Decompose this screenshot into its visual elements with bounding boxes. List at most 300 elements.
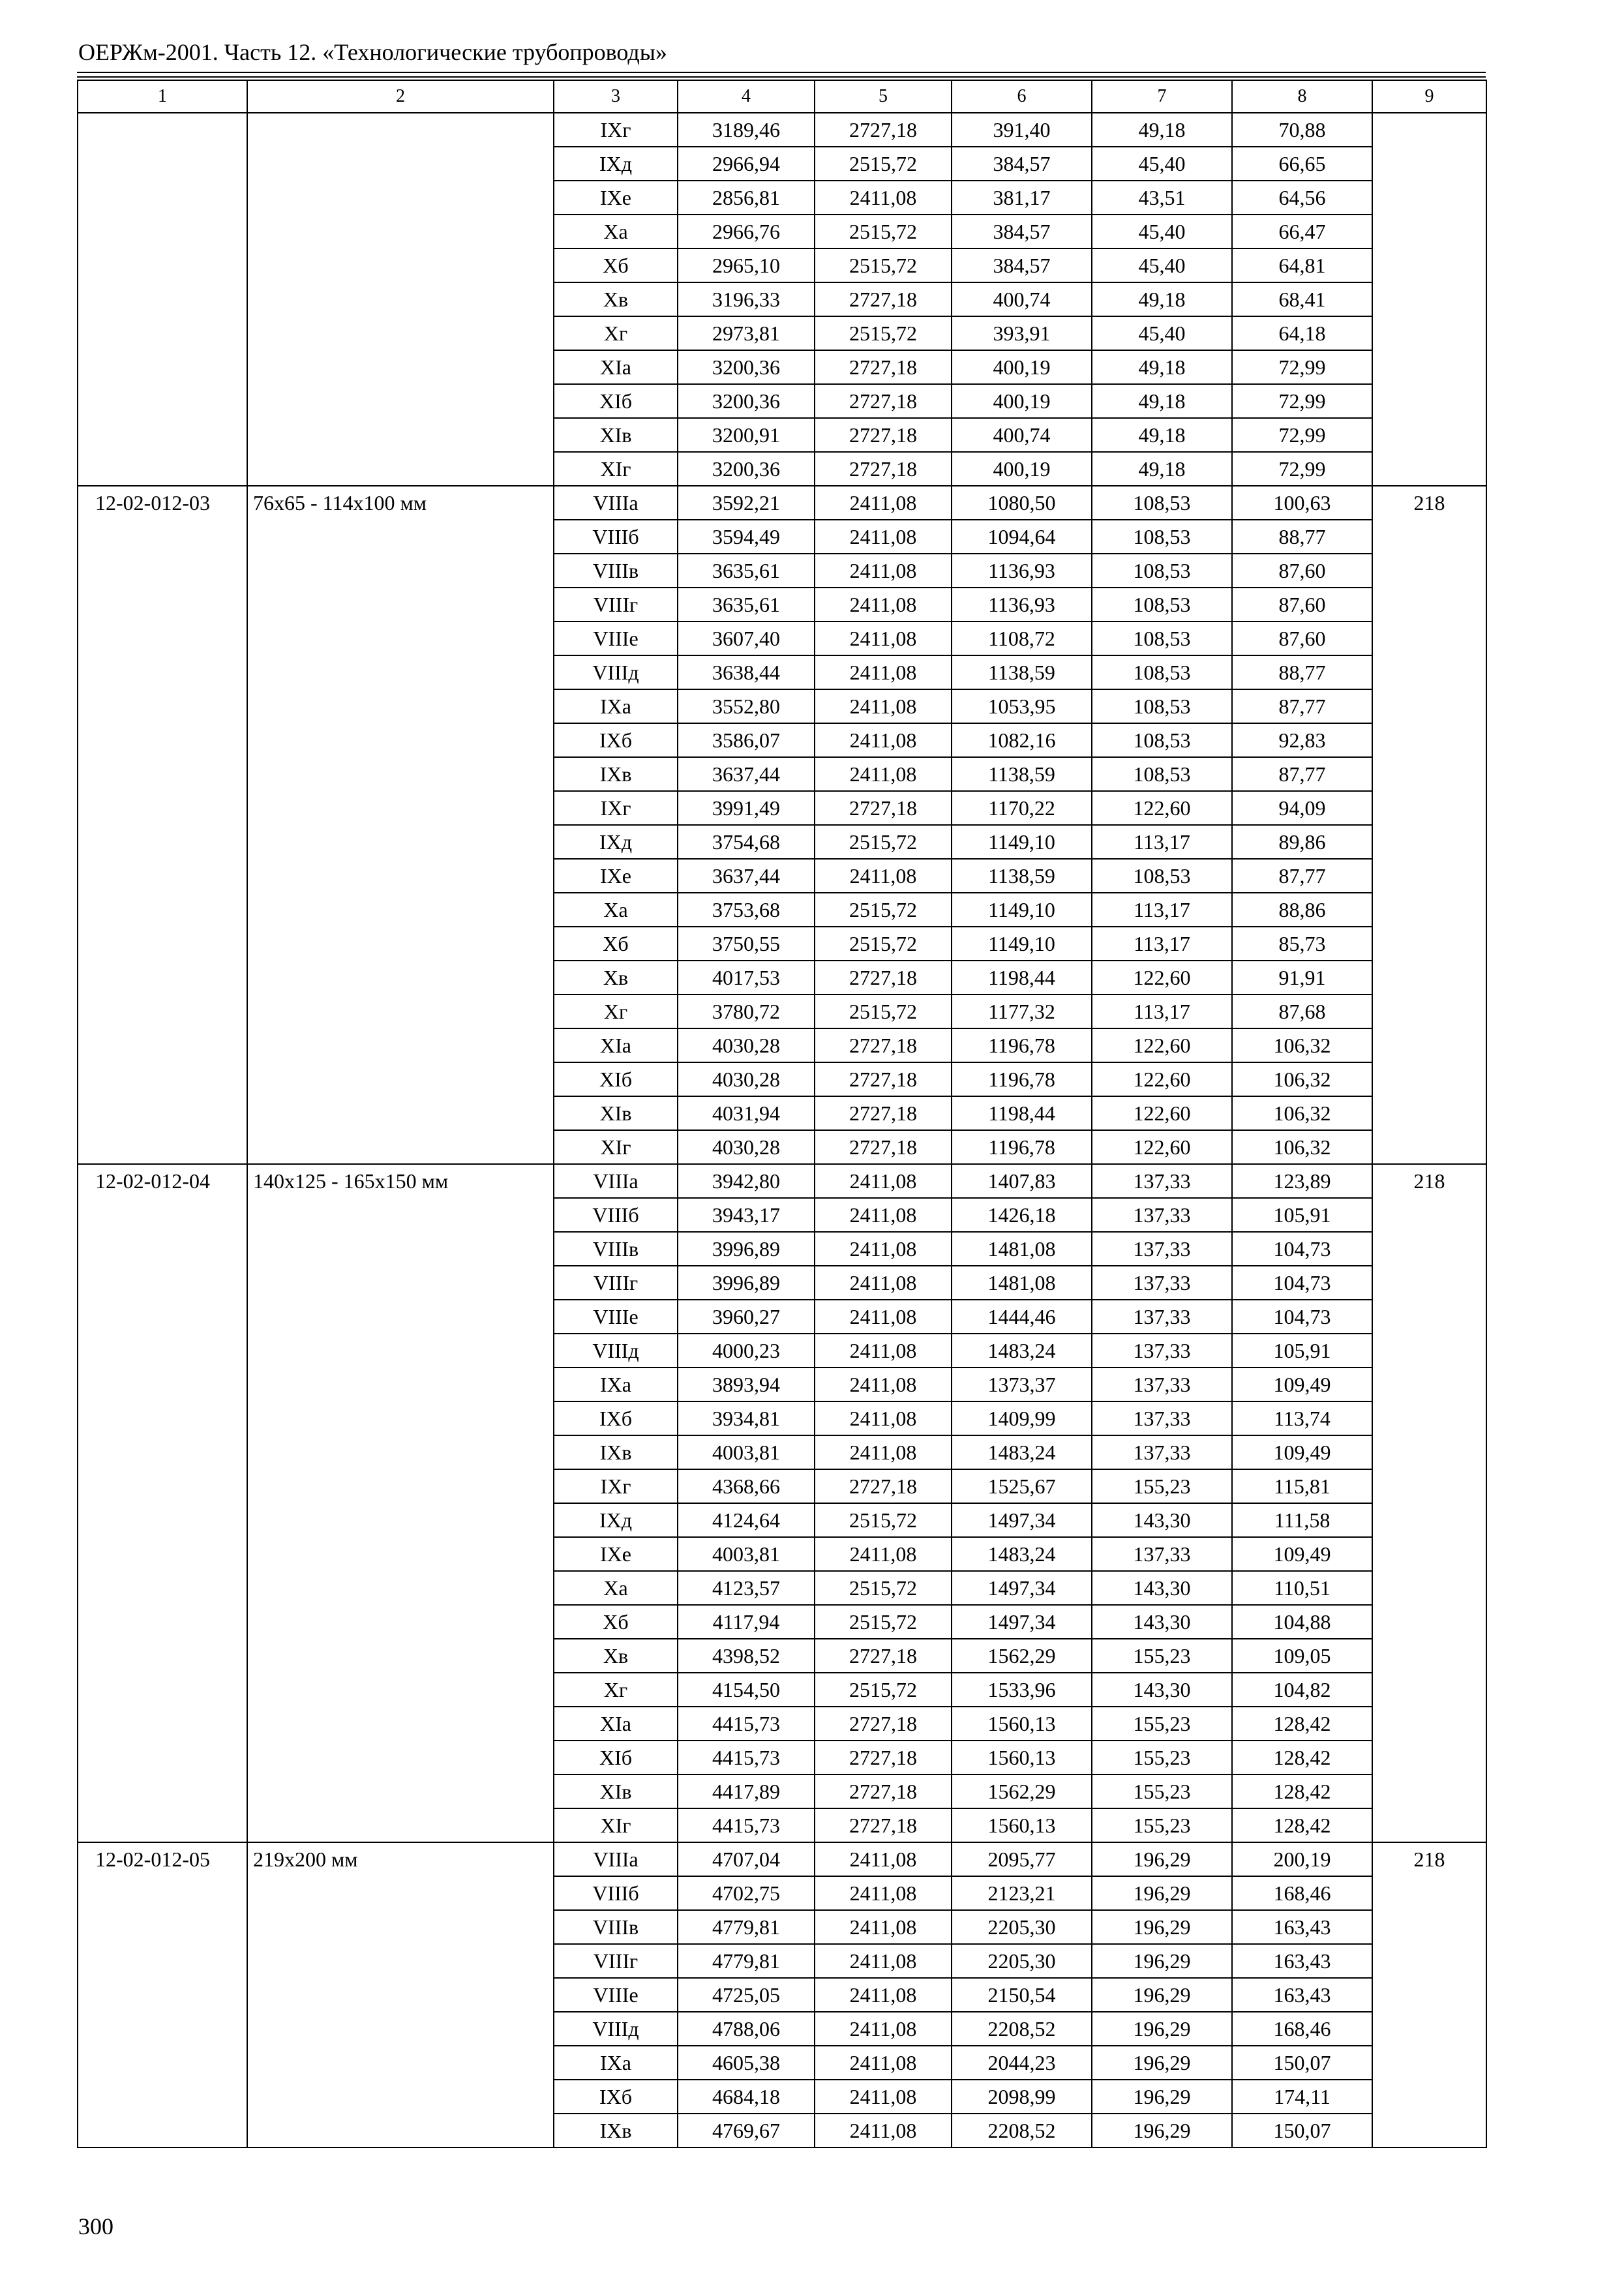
value-cell: 2208,52 xyxy=(952,2114,1092,2147)
value-cell: 2965,10 xyxy=(678,248,815,282)
category-cell: IXд xyxy=(554,825,678,859)
value-cell: 2727,18 xyxy=(815,1707,952,1741)
value-cell: 1497,34 xyxy=(952,1571,1092,1605)
category-cell: VIIIе xyxy=(554,1978,678,2012)
value-cell: 4788,06 xyxy=(678,2012,815,2046)
value-cell: 2727,18 xyxy=(815,1028,952,1062)
category-cell: Xа xyxy=(554,1571,678,1605)
value-cell: 2411,08 xyxy=(815,1164,952,1198)
value-cell: 2411,08 xyxy=(815,1368,952,1401)
value-cell: 2411,08 xyxy=(815,723,952,757)
value-cell: 3586,07 xyxy=(678,723,815,757)
category-cell: VIIIг xyxy=(554,1266,678,1300)
value-cell: 88,77 xyxy=(1232,520,1372,554)
category-cell: IXе xyxy=(554,1537,678,1571)
value-cell: 2411,08 xyxy=(815,2046,952,2080)
value-cell: 3200,36 xyxy=(678,384,815,418)
value-cell: 2727,18 xyxy=(815,1808,952,1842)
value-cell: 2411,08 xyxy=(815,1232,952,1266)
value-cell: 2411,08 xyxy=(815,1300,952,1334)
value-cell: 45,40 xyxy=(1092,316,1232,350)
value-cell: 2727,18 xyxy=(815,452,952,486)
value-cell: 1196,78 xyxy=(952,1062,1092,1096)
value-cell: 104,73 xyxy=(1232,1266,1372,1300)
value-cell: 1138,59 xyxy=(952,859,1092,893)
value-cell: 1196,78 xyxy=(952,1028,1092,1062)
category-cell: IXв xyxy=(554,2114,678,2147)
value-cell: 108,53 xyxy=(1092,723,1232,757)
value-cell: 2123,21 xyxy=(952,1876,1092,1910)
category-cell: VIIIа xyxy=(554,1842,678,1876)
value-cell: 1094,64 xyxy=(952,520,1092,554)
value-cell: 108,53 xyxy=(1092,757,1232,791)
value-cell: 3960,27 xyxy=(678,1300,815,1334)
value-cell: 87,68 xyxy=(1232,995,1372,1028)
value-cell: 104,73 xyxy=(1232,1300,1372,1334)
value-cell: 3754,68 xyxy=(678,825,815,859)
value-cell: 163,43 xyxy=(1232,1944,1372,1978)
value-cell: 2411,08 xyxy=(815,1266,952,1300)
value-cell: 384,57 xyxy=(952,215,1092,248)
column-header: 5 xyxy=(815,80,952,113)
category-cell: VIIIе xyxy=(554,1300,678,1334)
value-cell: 196,29 xyxy=(1092,1842,1232,1876)
value-cell: 2966,76 xyxy=(678,215,815,248)
value-cell: 110,51 xyxy=(1232,1571,1372,1605)
category-cell: Xг xyxy=(554,316,678,350)
value-cell: 104,82 xyxy=(1232,1673,1372,1707)
category-cell: Xг xyxy=(554,1673,678,1707)
value-cell: 1426,18 xyxy=(952,1198,1092,1232)
value-cell: 384,57 xyxy=(952,147,1092,181)
table-row xyxy=(78,1164,1486,1198)
value-cell: 2411,08 xyxy=(815,588,952,621)
value-cell: 2727,18 xyxy=(815,1062,952,1096)
value-cell: 1138,59 xyxy=(952,655,1092,689)
value-cell: 137,33 xyxy=(1092,1435,1232,1469)
column-9-value: 218 xyxy=(1372,1842,1486,2147)
value-cell: 400,19 xyxy=(952,452,1092,486)
pipe-size: 140х125 - 165х150 мм xyxy=(247,1164,554,1842)
value-cell: 113,17 xyxy=(1092,893,1232,927)
value-cell: 1497,34 xyxy=(952,1503,1092,1537)
value-cell: 43,51 xyxy=(1092,181,1232,215)
value-cell: 1198,44 xyxy=(952,961,1092,995)
value-cell: 196,29 xyxy=(1092,2114,1232,2147)
value-cell: 91,91 xyxy=(1232,961,1372,995)
column-header: 1 xyxy=(78,80,247,113)
value-cell: 49,18 xyxy=(1092,384,1232,418)
value-cell: 128,42 xyxy=(1232,1808,1372,1842)
category-cell: Xа xyxy=(554,215,678,248)
value-cell: 3637,44 xyxy=(678,859,815,893)
value-cell: 393,91 xyxy=(952,316,1092,350)
value-cell: 1138,59 xyxy=(952,757,1092,791)
column-header: 7 xyxy=(1092,80,1232,113)
value-cell: 1170,22 xyxy=(952,791,1092,825)
value-cell: 2727,18 xyxy=(815,282,952,316)
category-cell: IXа xyxy=(554,689,678,723)
value-cell: 100,63 xyxy=(1232,486,1372,520)
value-cell: 109,49 xyxy=(1232,1537,1372,1571)
value-cell: 384,57 xyxy=(952,248,1092,282)
category-cell: XIв xyxy=(554,1096,678,1130)
value-cell: 128,42 xyxy=(1232,1741,1372,1774)
value-cell: 87,60 xyxy=(1232,588,1372,621)
value-cell: 1407,83 xyxy=(952,1164,1092,1198)
column-header: 2 xyxy=(247,80,554,113)
value-cell: 122,60 xyxy=(1092,1096,1232,1130)
value-cell: 111,58 xyxy=(1232,1503,1372,1537)
category-cell: Xб xyxy=(554,248,678,282)
value-cell: 1560,13 xyxy=(952,1741,1092,1774)
value-cell: 3996,89 xyxy=(678,1232,815,1266)
value-cell: 128,42 xyxy=(1232,1707,1372,1741)
category-cell: IXв xyxy=(554,757,678,791)
value-cell: 200,19 xyxy=(1232,1842,1372,1876)
value-cell: 196,29 xyxy=(1092,2046,1232,2080)
value-cell: 108,53 xyxy=(1092,621,1232,655)
value-cell: 108,53 xyxy=(1092,486,1232,520)
value-cell: 1560,13 xyxy=(952,1707,1092,1741)
value-cell: 4124,64 xyxy=(678,1503,815,1537)
value-cell: 68,41 xyxy=(1232,282,1372,316)
value-cell: 106,32 xyxy=(1232,1096,1372,1130)
category-cell: VIIIб xyxy=(554,520,678,554)
value-cell: 2727,18 xyxy=(815,791,952,825)
value-cell: 1483,24 xyxy=(952,1537,1092,1571)
value-cell: 137,33 xyxy=(1092,1164,1232,1198)
value-cell: 2411,08 xyxy=(815,2114,952,2147)
value-cell: 2411,08 xyxy=(815,757,952,791)
value-cell: 1481,08 xyxy=(952,1266,1092,1300)
value-cell: 1136,93 xyxy=(952,554,1092,588)
value-cell: 2044,23 xyxy=(952,2046,1092,2080)
category-cell: IXб xyxy=(554,1401,678,1435)
value-cell: 4030,28 xyxy=(678,1130,815,1164)
value-cell: 1136,93 xyxy=(952,588,1092,621)
value-cell: 1373,37 xyxy=(952,1368,1092,1401)
value-cell: 108,53 xyxy=(1092,859,1232,893)
value-cell: 1149,10 xyxy=(952,825,1092,859)
header-rule-bottom xyxy=(77,76,1486,78)
value-cell: 49,18 xyxy=(1092,350,1232,384)
value-cell: 155,23 xyxy=(1092,1639,1232,1673)
category-cell: VIIIг xyxy=(554,588,678,621)
value-cell: 45,40 xyxy=(1092,215,1232,248)
value-cell: 2150,54 xyxy=(952,1978,1092,2012)
category-cell: Xб xyxy=(554,1605,678,1639)
pipe-size: 76х65 - 114х100 мм xyxy=(247,486,554,1164)
value-cell: 2727,18 xyxy=(815,418,952,452)
value-cell: 3552,80 xyxy=(678,689,815,723)
value-cell: 2856,81 xyxy=(678,181,815,215)
value-cell: 3635,61 xyxy=(678,554,815,588)
table-row xyxy=(78,486,1486,520)
value-cell: 400,19 xyxy=(952,384,1092,418)
value-cell: 4123,57 xyxy=(678,1571,815,1605)
category-cell: Xв xyxy=(554,961,678,995)
value-cell: 196,29 xyxy=(1092,1944,1232,1978)
value-cell: 2411,08 xyxy=(815,1910,952,1944)
value-cell: 1483,24 xyxy=(952,1435,1092,1469)
value-cell: 64,56 xyxy=(1232,181,1372,215)
value-cell: 1149,10 xyxy=(952,893,1092,927)
value-cell: 2515,72 xyxy=(815,215,952,248)
value-cell: 2411,08 xyxy=(815,520,952,554)
value-cell: 137,33 xyxy=(1092,1198,1232,1232)
value-cell: 4398,52 xyxy=(678,1639,815,1673)
category-cell: XIб xyxy=(554,1741,678,1774)
column-header: 4 xyxy=(678,80,815,113)
rates-table xyxy=(77,80,1487,2148)
value-cell: 2515,72 xyxy=(815,995,952,1028)
value-cell: 1483,24 xyxy=(952,1334,1092,1368)
category-cell: VIIIд xyxy=(554,1334,678,1368)
value-cell: 66,65 xyxy=(1232,147,1372,181)
category-cell: VIIIд xyxy=(554,2012,678,2046)
category-cell: VIIIб xyxy=(554,1876,678,1910)
value-cell: 2205,30 xyxy=(952,1944,1092,1978)
value-cell: 3637,44 xyxy=(678,757,815,791)
value-cell: 2411,08 xyxy=(815,486,952,520)
category-cell: VIIIв xyxy=(554,554,678,588)
value-cell: 113,17 xyxy=(1092,825,1232,859)
table-row xyxy=(78,1842,1486,1876)
value-cell: 1177,32 xyxy=(952,995,1092,1028)
value-cell: 1562,29 xyxy=(952,1639,1092,1673)
value-cell: 137,33 xyxy=(1092,1537,1232,1571)
category-cell: XIв xyxy=(554,418,678,452)
value-cell: 106,32 xyxy=(1232,1130,1372,1164)
category-cell: IXа xyxy=(554,1368,678,1401)
value-cell: 105,91 xyxy=(1232,1334,1372,1368)
value-cell: 1196,78 xyxy=(952,1130,1092,1164)
value-cell: 2411,08 xyxy=(815,1435,952,1469)
column-9-value: 218 xyxy=(1372,486,1486,1164)
value-cell: 109,05 xyxy=(1232,1639,1372,1673)
value-cell: 400,74 xyxy=(952,282,1092,316)
page-header: ОЕРЖм-2001. Часть 12. «Технологические трубопроводы» xyxy=(78,39,667,65)
value-cell: 89,86 xyxy=(1232,825,1372,859)
value-cell: 49,18 xyxy=(1092,282,1232,316)
value-cell: 1562,29 xyxy=(952,1774,1092,1808)
value-cell: 1444,46 xyxy=(952,1300,1092,1334)
value-cell: 3594,49 xyxy=(678,520,815,554)
category-cell: XIб xyxy=(554,1062,678,1096)
value-cell: 2515,72 xyxy=(815,147,952,181)
value-cell: 122,60 xyxy=(1092,961,1232,995)
value-cell: 4117,94 xyxy=(678,1605,815,1639)
value-cell: 115,81 xyxy=(1232,1469,1372,1503)
category-cell: IXб xyxy=(554,723,678,757)
value-cell: 4779,81 xyxy=(678,1944,815,1978)
value-cell: 2515,72 xyxy=(815,248,952,282)
value-cell: 143,30 xyxy=(1092,1605,1232,1639)
value-cell: 3200,36 xyxy=(678,350,815,384)
value-cell: 64,18 xyxy=(1232,316,1372,350)
value-cell: 2411,08 xyxy=(815,554,952,588)
value-cell: 143,30 xyxy=(1092,1571,1232,1605)
category-cell: XIб xyxy=(554,384,678,418)
value-cell: 4769,67 xyxy=(678,2114,815,2147)
value-cell: 155,23 xyxy=(1092,1808,1232,1842)
value-cell: 3942,80 xyxy=(678,1164,815,1198)
category-cell: Xв xyxy=(554,1639,678,1673)
pipe-size xyxy=(247,113,554,486)
value-cell: 137,33 xyxy=(1092,1232,1232,1266)
value-cell: 137,33 xyxy=(1092,1368,1232,1401)
value-cell: 2727,18 xyxy=(815,113,952,147)
value-cell: 113,74 xyxy=(1232,1401,1372,1435)
value-cell: 104,73 xyxy=(1232,1232,1372,1266)
value-cell: 4003,81 xyxy=(678,1537,815,1571)
category-cell: IXе xyxy=(554,181,678,215)
value-cell: 1198,44 xyxy=(952,1096,1092,1130)
value-cell: 2411,08 xyxy=(815,1876,952,1910)
value-cell: 155,23 xyxy=(1092,1707,1232,1741)
value-cell: 87,77 xyxy=(1232,757,1372,791)
value-cell: 85,73 xyxy=(1232,927,1372,961)
category-cell: VIIIе xyxy=(554,621,678,655)
value-cell: 3934,81 xyxy=(678,1401,815,1435)
value-cell: 4684,18 xyxy=(678,2080,815,2114)
value-cell: 2727,18 xyxy=(815,1741,952,1774)
value-cell: 4000,23 xyxy=(678,1334,815,1368)
value-cell: 122,60 xyxy=(1092,1130,1232,1164)
value-cell: 155,23 xyxy=(1092,1469,1232,1503)
category-cell: VIIIб xyxy=(554,1198,678,1232)
value-cell: 64,81 xyxy=(1232,248,1372,282)
column-header: 9 xyxy=(1372,80,1486,113)
value-cell: 2205,30 xyxy=(952,1910,1092,1944)
value-cell: 105,91 xyxy=(1232,1198,1372,1232)
value-cell: 3753,68 xyxy=(678,893,815,927)
value-cell: 49,18 xyxy=(1092,418,1232,452)
value-cell: 4605,38 xyxy=(678,2046,815,2080)
category-cell: IXв xyxy=(554,1435,678,1469)
value-cell: 196,29 xyxy=(1092,2012,1232,2046)
value-cell: 155,23 xyxy=(1092,1741,1232,1774)
value-cell: 137,33 xyxy=(1092,1401,1232,1435)
value-cell: 106,32 xyxy=(1232,1028,1372,1062)
category-cell: IXе xyxy=(554,859,678,893)
value-cell: 72,99 xyxy=(1232,418,1372,452)
value-cell: 163,43 xyxy=(1232,1978,1372,2012)
category-cell: XIа xyxy=(554,1707,678,1741)
value-cell: 49,18 xyxy=(1092,452,1232,486)
column-header-row xyxy=(78,80,1486,113)
value-cell: 2973,81 xyxy=(678,316,815,350)
value-cell: 196,29 xyxy=(1092,1910,1232,1944)
value-cell: 2411,08 xyxy=(815,689,952,723)
value-cell: 1533,96 xyxy=(952,1673,1092,1707)
value-cell: 1481,08 xyxy=(952,1232,1092,1266)
category-cell: VIIIа xyxy=(554,486,678,520)
value-cell: 4415,73 xyxy=(678,1808,815,1842)
value-cell: 108,53 xyxy=(1092,655,1232,689)
table-row xyxy=(78,113,1486,147)
value-cell: 123,89 xyxy=(1232,1164,1372,1198)
value-cell: 4154,50 xyxy=(678,1673,815,1707)
pipe-size: 219х200 мм xyxy=(247,1842,554,2147)
value-cell: 108,53 xyxy=(1092,520,1232,554)
value-cell: 2411,08 xyxy=(815,655,952,689)
value-cell: 2098,99 xyxy=(952,2080,1092,2114)
value-cell: 2727,18 xyxy=(815,384,952,418)
page-number: 300 xyxy=(78,2213,113,2239)
value-cell: 163,43 xyxy=(1232,1910,1372,1944)
value-cell: 2727,18 xyxy=(815,1096,952,1130)
value-cell: 2727,18 xyxy=(815,961,952,995)
value-cell: 2515,72 xyxy=(815,1673,952,1707)
value-cell: 108,53 xyxy=(1092,588,1232,621)
value-cell: 2727,18 xyxy=(815,1774,952,1808)
value-cell: 4017,53 xyxy=(678,961,815,995)
value-cell: 66,47 xyxy=(1232,215,1372,248)
value-cell: 87,77 xyxy=(1232,859,1372,893)
value-cell: 122,60 xyxy=(1092,1062,1232,1096)
value-cell: 400,74 xyxy=(952,418,1092,452)
category-cell: Xа xyxy=(554,893,678,927)
value-cell: 1409,99 xyxy=(952,1401,1092,1435)
value-cell: 4417,89 xyxy=(678,1774,815,1808)
value-cell: 113,17 xyxy=(1092,995,1232,1028)
value-cell: 3996,89 xyxy=(678,1266,815,1300)
value-cell: 3196,33 xyxy=(678,282,815,316)
value-cell: 4415,73 xyxy=(678,1707,815,1741)
category-cell: XIг xyxy=(554,452,678,486)
value-cell: 4003,81 xyxy=(678,1435,815,1469)
category-cell: IXа xyxy=(554,2046,678,2080)
value-cell: 108,53 xyxy=(1092,689,1232,723)
value-cell: 2515,72 xyxy=(815,1605,952,1639)
value-cell: 143,30 xyxy=(1092,1503,1232,1537)
value-cell: 2208,52 xyxy=(952,2012,1092,2046)
value-cell: 3893,94 xyxy=(678,1368,815,1401)
value-cell: 4779,81 xyxy=(678,1910,815,1944)
category-cell: Xв xyxy=(554,282,678,316)
category-cell: IXг xyxy=(554,791,678,825)
value-cell: 128,42 xyxy=(1232,1774,1372,1808)
value-cell: 1053,95 xyxy=(952,689,1092,723)
value-cell: 381,17 xyxy=(952,181,1092,215)
value-cell: 2411,08 xyxy=(815,1198,952,1232)
value-cell: 45,40 xyxy=(1092,147,1232,181)
category-cell: VIIIд xyxy=(554,655,678,689)
value-cell: 2515,72 xyxy=(815,893,952,927)
rate-code: 12-02-012-03 xyxy=(78,486,247,1164)
category-cell: XIв xyxy=(554,1774,678,1808)
value-cell: 2515,72 xyxy=(815,316,952,350)
value-cell: 70,88 xyxy=(1232,113,1372,147)
value-cell: 72,99 xyxy=(1232,384,1372,418)
value-cell: 2515,72 xyxy=(815,1503,952,1537)
value-cell: 72,99 xyxy=(1232,452,1372,486)
value-cell: 2411,08 xyxy=(815,181,952,215)
value-cell: 4707,04 xyxy=(678,1842,815,1876)
value-cell: 72,99 xyxy=(1232,350,1372,384)
value-cell: 4030,28 xyxy=(678,1062,815,1096)
value-cell: 137,33 xyxy=(1092,1334,1232,1368)
value-cell: 1080,50 xyxy=(952,486,1092,520)
value-cell: 150,07 xyxy=(1232,2046,1372,2080)
value-cell: 2727,18 xyxy=(815,1469,952,1503)
category-cell: XIг xyxy=(554,1808,678,1842)
category-cell: VIIIв xyxy=(554,1910,678,1944)
value-cell: 2411,08 xyxy=(815,859,952,893)
category-cell: XIа xyxy=(554,1028,678,1062)
